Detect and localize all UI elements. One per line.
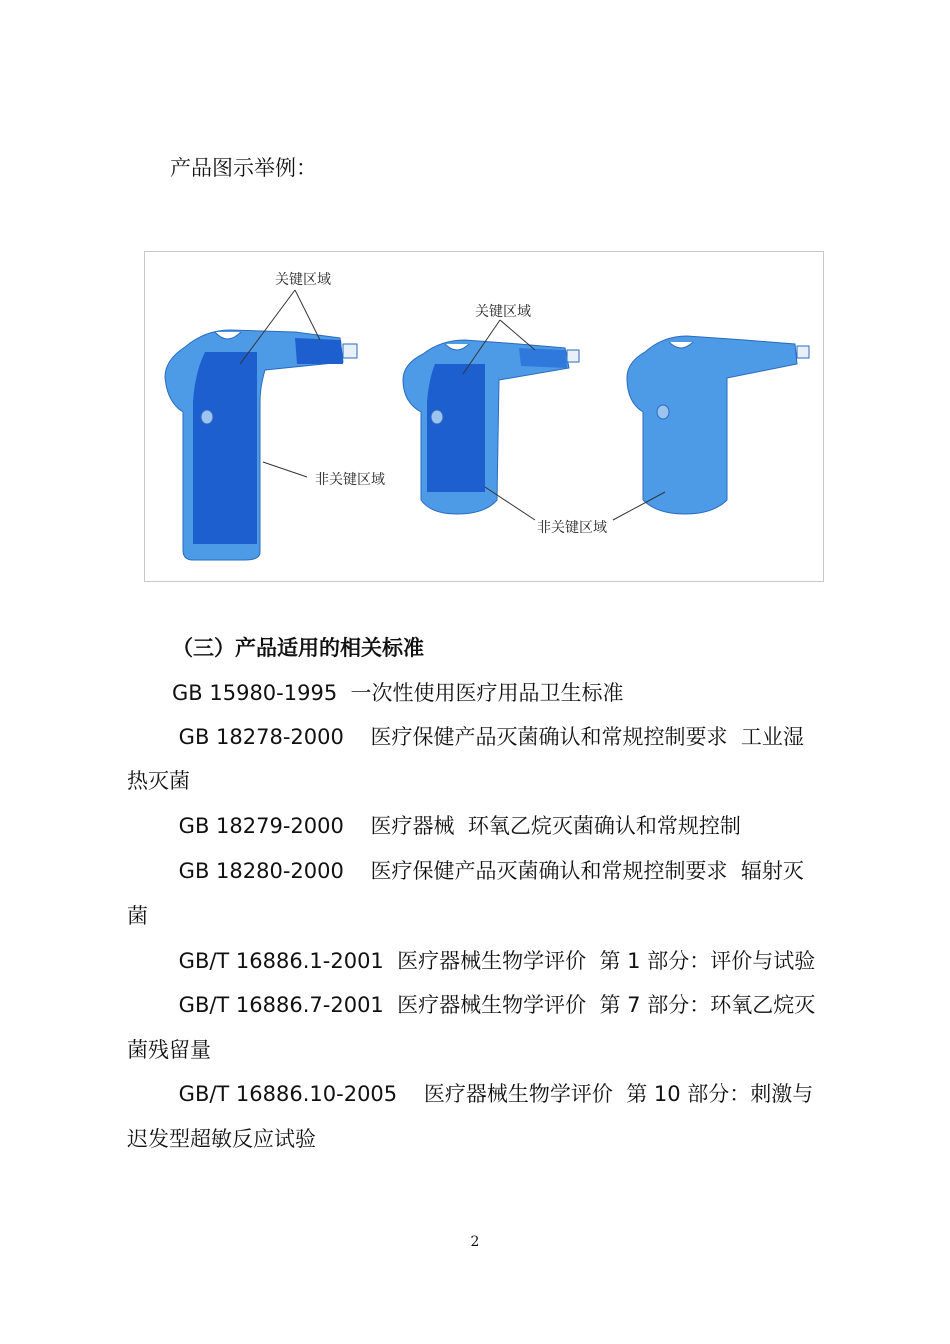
gown-3 xyxy=(627,336,809,514)
standard-7-line2: 迟发型超敏反应试验 xyxy=(127,1127,316,1151)
standard-4-line1: GB 18280-2000 医疗保健产品灭菌确认和常规控制要求 辐射灭 xyxy=(172,859,804,883)
label-non-key-area-1: 非关键区域 xyxy=(315,472,385,488)
gown-1 xyxy=(165,330,357,560)
standard-5: GB/T 16886.1-2001 医疗器械生物学评价 第 1 部分：评价与试验 xyxy=(172,949,816,973)
intro-text: 产品图示举例： xyxy=(170,156,317,180)
standard-2-line2: 热灭菌 xyxy=(127,769,190,793)
gown-illustration xyxy=(145,252,823,581)
standard-7-line1: GB/T 16886.10-2005 医疗器械生物学评价 第 10 部分：刺激与 xyxy=(172,1082,814,1106)
standard-1: GB 15980-1995 一次性使用医疗用品卫生标准 xyxy=(172,681,624,705)
page-number: 2 xyxy=(470,1234,480,1250)
gown-2 xyxy=(403,340,579,514)
standard-6-line1: GB/T 16886.7-2001 医疗器械生物学评价 第 7 部分：环氧乙烷灭 xyxy=(172,993,816,1017)
standard-2-line1: GB 18278-2000 医疗保健产品灭菌确认和常规控制要求 工业湿 xyxy=(172,725,804,749)
gown-figure xyxy=(144,251,824,582)
label-non-key-area-2: 非关键区域 xyxy=(537,520,607,536)
label-key-area-2: 关键区域 xyxy=(475,304,531,320)
standard-6-line2: 菌残留量 xyxy=(127,1038,211,1062)
standard-4-line2: 菌 xyxy=(127,904,148,928)
label-key-area-1: 关键区域 xyxy=(275,272,331,288)
section-heading: （三）产品适用的相关标准 xyxy=(172,636,424,660)
standard-3: GB 18279-2000 医疗器械 环氧乙烷灭菌确认和常规控制 xyxy=(172,814,741,838)
